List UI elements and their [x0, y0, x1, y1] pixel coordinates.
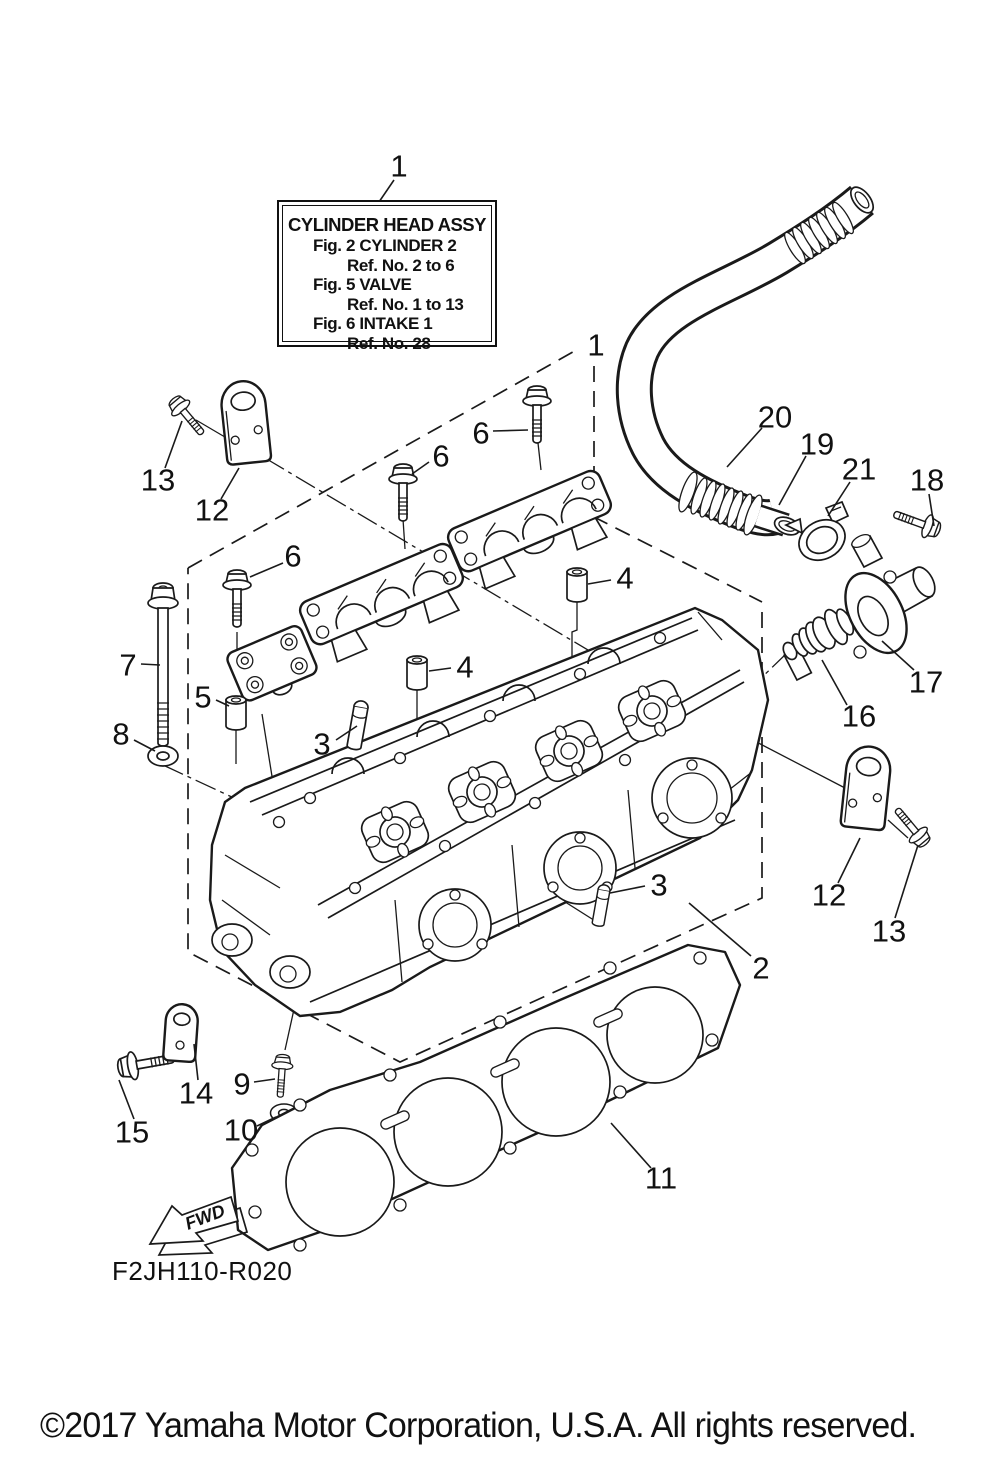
callout-3-leader: [610, 886, 645, 893]
hose-corrugation-bottom: [675, 470, 765, 537]
thermostat-housing: [833, 532, 939, 663]
callout-4-label: 4: [616, 560, 634, 596]
callout-4-leader: [429, 668, 451, 671]
callout-6-label: 6: [472, 415, 490, 451]
engine-hanger-bracket-left: [219, 379, 271, 465]
callout-2-label: 2: [752, 950, 770, 986]
callout-13-leader: [165, 421, 182, 468]
callout-20-leader: [727, 428, 762, 467]
callout-16-label: 16: [841, 698, 877, 734]
cap-bolt-6c: [523, 386, 551, 443]
callout-19-leader: [779, 456, 806, 505]
callout-6-leader: [250, 563, 283, 577]
callout-14-label: 14: [178, 1075, 214, 1111]
fwd-arrow-label: FWD: [182, 1200, 228, 1234]
callout-3-label: 3: [313, 726, 331, 762]
callout-21-label: 21: [841, 451, 877, 487]
callout-9-leader: [254, 1079, 275, 1082]
bracket-14: [163, 1003, 199, 1062]
hose-clamp: [786, 502, 852, 568]
thermostat: [781, 606, 857, 680]
callout-5-label: 5: [194, 679, 212, 715]
callout-13-leader: [895, 845, 918, 918]
dowel-4b: [567, 568, 587, 602]
dowel-4a: [407, 656, 427, 690]
callout-8-leader: [134, 740, 155, 751]
callout-13-label: 13: [871, 913, 907, 949]
callout-6-leader: [493, 430, 528, 431]
bracket-bolt-13-left: [164, 392, 210, 441]
info-box-line: Fig. 2 CYLINDER 2: [313, 236, 457, 255]
callout-9-label: 9: [233, 1066, 251, 1102]
callout-19-label: 19: [799, 426, 835, 462]
callout-4-leader: [588, 580, 611, 584]
callout-15-label: 15: [114, 1114, 150, 1150]
callout-6-label: 6: [284, 538, 302, 574]
callout-12-label: 12: [811, 877, 847, 913]
callout-1-label: 1: [587, 327, 605, 363]
camshaft-cap-ladder-left: [297, 541, 475, 668]
cap-bolt-6a: [223, 570, 251, 627]
camshaft-cap-ladder-right: [445, 468, 623, 595]
callout-1-label: 1: [390, 148, 408, 184]
callout-8-label: 8: [112, 716, 130, 752]
callout-17-label: 17: [908, 664, 944, 700]
callout-15-leader: [119, 1080, 134, 1119]
info-box-line: Fig. 5 VALVE: [313, 275, 412, 294]
callout-18-label: 18: [909, 462, 945, 498]
info-box-lines: [283, 236, 491, 353]
info-box-line: Ref. No. 1 to 13: [347, 294, 464, 314]
engine-hanger-bracket-right: [840, 744, 892, 830]
info-box-line: Fig. 6 INTAKE 1: [313, 314, 433, 333]
cylinder-head-assy-info-box: [277, 200, 497, 353]
callout-12-label: 12: [194, 492, 230, 528]
fwd-arrow: [150, 1197, 247, 1255]
info-box-line: Ref. No. 2 to 6: [347, 255, 455, 275]
info-box-inner-border: [282, 205, 492, 353]
callout-3-label: 3: [650, 867, 668, 903]
dowel-5: [226, 696, 246, 730]
figure-code: F2JH110-R020: [112, 1256, 293, 1286]
bolt-9: [270, 1054, 294, 1098]
copyright-line: ©2017 Yamaha Motor Corporation, U.S.A. All rights reserved.: [40, 1406, 917, 1445]
info-box-line: Ref. No. 28: [347, 333, 431, 353]
callout-7-label: 7: [119, 647, 137, 683]
callout-6-label: 6: [432, 438, 450, 474]
housing-bolt-18: [890, 503, 944, 542]
callout-4-label: 4: [456, 649, 474, 685]
callout-20-label: 20: [757, 399, 793, 435]
callout-11-label: 11: [644, 1160, 678, 1196]
callout-12-leader: [838, 838, 860, 883]
info-box-title: CYLINDER HEAD ASSY: [288, 214, 486, 235]
callout-7-leader: [141, 664, 160, 665]
callout-10-label: 10: [223, 1112, 259, 1148]
callout-13-label: 13: [140, 462, 176, 498]
callout-6-leader: [412, 462, 429, 474]
